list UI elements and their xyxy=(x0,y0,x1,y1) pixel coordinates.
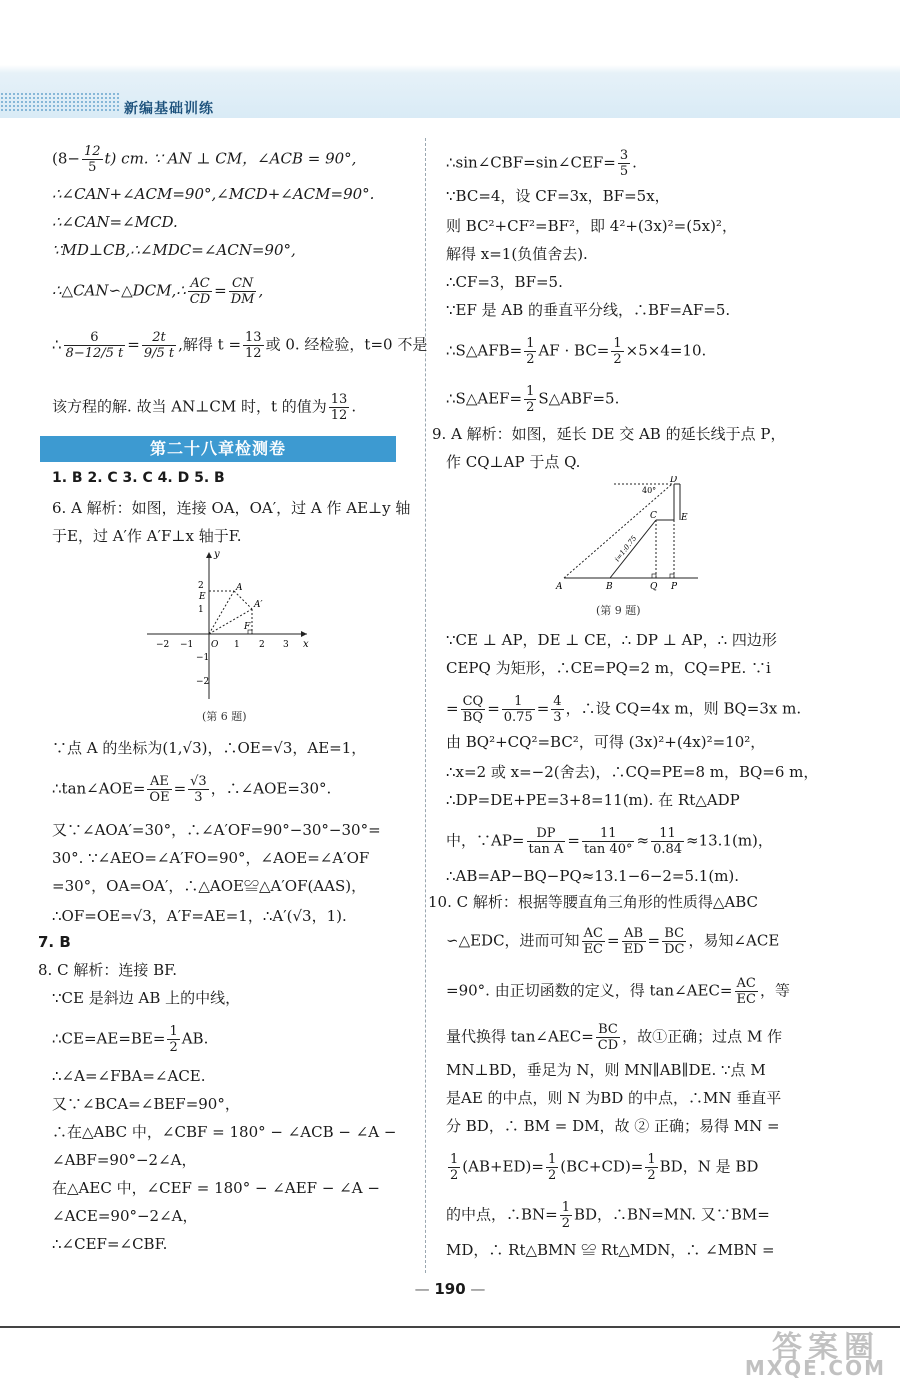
x-tick: 2 xyxy=(259,640,265,650)
left-line-4: ∵MD⊥CB,∴∠MDC=∠ACN=90°, xyxy=(52,241,296,259)
point-label: E xyxy=(681,513,688,523)
column-divider xyxy=(425,138,426,1273)
denominator: tan 40° xyxy=(583,842,633,857)
fraction xyxy=(735,976,758,1007)
y-axis-arrow xyxy=(206,552,212,558)
q10-line-i xyxy=(446,1200,770,1231)
watermark-url-text: MXQE.COM xyxy=(744,1356,886,1380)
left-line-2: ∴∠CAN+∠ACM=90°,∠MCD+∠ACM=90°. xyxy=(52,185,375,203)
text: = xyxy=(536,699,550,718)
numerator: 13 xyxy=(245,330,262,345)
header-title: 新编基础训练 xyxy=(124,101,214,117)
x-axis-arrow xyxy=(301,631,307,637)
denominator: 2 xyxy=(561,1216,570,1231)
denominator: OE xyxy=(149,790,170,805)
denominator: 2 xyxy=(613,352,622,367)
text: ×5×4=10. xyxy=(625,341,707,360)
fraction xyxy=(461,694,486,725)
fraction xyxy=(64,330,126,361)
page-number-value: 190 xyxy=(434,1280,466,1298)
numerator: AC xyxy=(735,976,758,992)
numerator: BC xyxy=(596,1022,620,1038)
numerator: AC xyxy=(188,276,212,292)
x-tick: 1 xyxy=(234,640,240,650)
x-tick: −2 xyxy=(156,640,170,650)
denominator: EC xyxy=(583,942,603,957)
fraction xyxy=(82,144,103,175)
text: ，故①正确；过点 M 作 xyxy=(622,1027,783,1046)
right-line-4: 解得 x=1(负值舍去). xyxy=(446,245,588,263)
fraction xyxy=(243,330,264,361)
q8-line-f: ∴在△ABC 中，∠CBF = 180° − ∠ACB − ∠A − xyxy=(52,1123,397,1141)
text: BD，∴BN=MN. 又∵BM= xyxy=(574,1205,770,1224)
text: . xyxy=(632,153,637,172)
denominator: 3 xyxy=(553,710,562,725)
denominator: 8−12/5 t xyxy=(65,346,124,361)
text: 该方程的解. 故当 AN⊥CM 时，t 的值为 xyxy=(52,397,327,416)
denominator: 2 xyxy=(547,1168,557,1183)
text: ∴S△AEF= xyxy=(446,389,523,408)
fraction xyxy=(147,774,171,805)
figure-9-slope-diagram xyxy=(546,476,706,596)
right-line-3: 则 BC²+CF²=BF²，即 4²+(3x)²=(5x)²， xyxy=(446,217,737,235)
q8-line-c xyxy=(52,1024,208,1055)
fraction xyxy=(524,336,536,367)
x-label: x xyxy=(303,639,309,650)
x-tick: −1 xyxy=(180,640,194,650)
y-tick: 2 xyxy=(198,581,204,591)
fraction xyxy=(560,1200,572,1231)
denominator: CD xyxy=(189,292,211,307)
point-label: D xyxy=(670,476,678,485)
q9-line-b: 作 CQ⊥AP 于点 Q. xyxy=(446,453,581,471)
numerator: 12 xyxy=(83,144,101,159)
denominator: EC xyxy=(736,992,756,1007)
numerator: BC xyxy=(662,926,686,942)
y-label: y xyxy=(214,549,220,560)
denominator: 5 xyxy=(619,164,629,179)
page-number xyxy=(0,1280,900,1298)
fraction xyxy=(527,826,566,857)
text: ，易知∠ACE xyxy=(688,931,780,950)
denominator: ED xyxy=(623,942,644,957)
q6-line-e: 又∵∠AOA′=30°，∴∠A′OF=90°−30°−30°= xyxy=(52,821,381,839)
denominator: 0.75 xyxy=(503,710,533,725)
q9-line-f: 由 BQ²+CQ²=BC²，可得 (3x)²+(4x)²=10²， xyxy=(446,733,766,751)
numerator: 1 xyxy=(169,1024,178,1039)
left-line-6 xyxy=(52,330,427,361)
numerator: 1 xyxy=(502,694,535,710)
fraction xyxy=(645,1152,657,1183)
q10-line-e: MN⊥BD，垂足为 N，则 MN∥AB∥DE. ∵点 M xyxy=(446,1061,766,1079)
q9-line-e xyxy=(446,694,801,725)
denominator: BQ xyxy=(462,710,483,725)
numerator: 11 xyxy=(651,826,684,842)
q10-line-f: 是AE 的中点，则 N 为BD 的中点，∴MN 垂直平 xyxy=(446,1089,782,1107)
numerator: 1 xyxy=(526,336,535,351)
text: S△ABF=5. xyxy=(538,389,620,408)
denominator: DM xyxy=(230,292,255,307)
numerator: CN xyxy=(229,276,257,292)
text: , xyxy=(258,281,264,300)
numerator: 6 xyxy=(64,330,126,346)
slope-BC xyxy=(610,520,656,578)
text: (AB+ED)= xyxy=(462,1157,544,1176)
fraction xyxy=(582,926,605,957)
text: ∴ xyxy=(52,335,62,354)
denominator: 2 xyxy=(526,352,535,367)
numerator: √3 xyxy=(190,774,207,789)
denominator: 2 xyxy=(450,1168,459,1183)
q6-line-h: ∴OF=OE=√3，A′F=AE=1，∴A′(√3，1). xyxy=(52,907,347,925)
numerator: DP xyxy=(527,826,566,842)
right-line-5: ∴CF=3，BF=5. xyxy=(446,273,563,291)
fraction xyxy=(188,774,209,805)
text: (BC+CD)= xyxy=(560,1157,644,1176)
text: = xyxy=(214,281,227,300)
q6-line-d xyxy=(52,774,331,805)
segment-OA xyxy=(209,591,234,634)
q9-line-j: ∴AB=AP−BQ−PQ≈13.1−6−2=5.1(m). xyxy=(446,867,740,885)
numerator: AC xyxy=(582,926,605,942)
page-number-dash: — xyxy=(414,1280,435,1298)
sight-line-AD xyxy=(564,484,672,578)
q10-line-g: 分 BD，∴ BM = DM，故 ② 正确；易得 MN = xyxy=(446,1117,780,1135)
text: ≈13.1(m)， xyxy=(686,831,773,850)
y-tick: −2 xyxy=(196,677,210,687)
denominator: DC xyxy=(664,942,685,957)
section-title-bar: 第二十八章检测卷 xyxy=(40,436,396,462)
q9-line-h: ∴DP=DE+PE=3+8=11(m). 在 Rt△ADP xyxy=(446,791,740,809)
text: = xyxy=(446,699,459,718)
fraction xyxy=(142,330,176,361)
bottom-rule xyxy=(0,1326,900,1328)
numerator: 1 xyxy=(526,384,535,399)
text: ∴sin∠CBF=sin∠CEF= xyxy=(446,153,616,172)
q9-line-d: CEPQ 为矩形，∴CE=PQ=2 m，CQ=PE. ∵i xyxy=(446,659,771,677)
fraction xyxy=(448,1152,460,1183)
angle-label: 40° xyxy=(642,486,657,495)
numerator: 4 xyxy=(553,694,562,709)
point-label: A xyxy=(236,583,243,593)
q8-line-a: 8. C 解析：连接 BF. xyxy=(38,961,177,979)
text: ,解得 t = xyxy=(178,335,242,354)
left-line-1 xyxy=(52,144,356,175)
text: ，等 xyxy=(759,981,790,1000)
denominator: 5 xyxy=(88,160,97,175)
denominator: 2 xyxy=(647,1168,656,1183)
denominator: 0.84 xyxy=(653,842,683,857)
text: ∽△EDC，进而可知 xyxy=(446,931,580,950)
q10-line-h xyxy=(446,1152,758,1183)
numerator: AB xyxy=(622,926,646,942)
right-line-1 xyxy=(446,148,637,179)
left-line-5 xyxy=(52,276,263,307)
text: = xyxy=(173,779,187,798)
fraction xyxy=(596,1022,620,1053)
text: ∴tan∠AOE= xyxy=(52,779,146,798)
point-label: Q xyxy=(650,582,658,592)
q8-line-d: ∴∠A=∠FBA=∠ACE. xyxy=(52,1067,206,1085)
q6-line-a: 6. A 解析：如图，连接 OA，OA′，过 A 作 AE⊥y 轴 xyxy=(52,499,411,517)
q6-line-b: 于E，过 A′作 A′F⊥x 轴于F. xyxy=(52,527,242,545)
slope-ratio-label: i=1:0.75 xyxy=(613,534,639,564)
right-angle-mark xyxy=(652,574,656,578)
text: AF · BC= xyxy=(538,341,610,360)
point-label: C xyxy=(650,511,657,521)
q9-line-c: ∵CE ⊥ AP，DE ⊥ CE，∴ DP ⊥ AP，∴ 四边形 xyxy=(446,631,777,649)
fraction xyxy=(551,694,563,725)
text: = xyxy=(607,931,620,950)
fraction xyxy=(229,276,257,307)
fraction xyxy=(524,384,536,415)
fraction xyxy=(611,336,623,367)
watermark-logo-text: 答案圈 xyxy=(772,1330,880,1365)
q8-line-i: ∠ACE=90°−2∠A， xyxy=(52,1207,198,1225)
numerator: 1 xyxy=(547,1152,557,1167)
q6-line-g: =30°，OA=OA′，∴△AOE≌△A′OF(AAS)， xyxy=(52,877,367,895)
numerator: 2t xyxy=(142,330,176,346)
point-label: A xyxy=(556,582,563,592)
text: 中，∵AP= xyxy=(446,831,525,850)
fraction xyxy=(582,826,635,857)
denominator: 2 xyxy=(526,400,535,415)
fraction xyxy=(502,694,535,725)
text: 的中点，∴BN= xyxy=(446,1205,558,1224)
q6-line-f: 30°. ∵∠AEO=∠A′FO=90°，∠AOE=∠A′OF xyxy=(52,849,370,867)
denominator: tan A xyxy=(528,842,564,857)
q10-line-j: MD，∴ Rt△BMN ≌ Rt△MDN，∴ ∠MBN = xyxy=(446,1241,775,1259)
text: = xyxy=(567,831,580,850)
point-label: P xyxy=(671,582,678,592)
denominator: 9/5 t xyxy=(143,346,175,361)
figure-6-caption: (第 6 题) xyxy=(202,710,247,723)
point-label: E xyxy=(199,592,206,602)
text: ≈ xyxy=(636,831,650,850)
numerator: AE xyxy=(147,774,171,790)
fraction xyxy=(546,1152,558,1183)
text: 或 0. 经检验，t=0 不是 xyxy=(265,335,428,354)
fraction xyxy=(188,276,212,307)
denominator: CD xyxy=(597,1038,619,1053)
text: (8− xyxy=(52,149,80,168)
text: t) cm. ∵ AN ⊥ CM，∠ACB = 90°, xyxy=(104,149,357,168)
denominator: 3 xyxy=(194,790,203,805)
x-tick: 3 xyxy=(283,640,289,650)
q10-line-a: 10. C 解析：根据等腰直角三角形的性质得△ABC xyxy=(428,893,759,911)
q9-line-g: ∴x=2 或 x=−2(舍去)，∴CQ=PE=8 m，BQ=6 m， xyxy=(446,763,819,781)
right-line-2: ∵BC=4，设 CF=3x，BF=5x， xyxy=(446,187,670,205)
point-label: B xyxy=(606,582,613,592)
left-line-3: ∴∠CAN=∠MCD. xyxy=(52,213,178,231)
text: =90°. 由正切函数的定义，得 tan∠AEC= xyxy=(446,981,733,1000)
point-label: A′ xyxy=(254,600,263,610)
page-number-dash: — xyxy=(465,1280,486,1298)
origin-label: O xyxy=(211,640,219,650)
numerator: 3 xyxy=(619,148,629,163)
text: ∴CE=AE=BE= xyxy=(52,1029,166,1048)
y-tick: 1 xyxy=(198,605,204,615)
numerator: 1 xyxy=(613,336,622,351)
point-label: F xyxy=(244,622,251,632)
q10-line-b xyxy=(446,926,779,957)
fraction xyxy=(329,392,350,423)
header-dot-pattern xyxy=(0,92,120,112)
numerator: 1 xyxy=(450,1152,459,1167)
denominator: 2 xyxy=(169,1040,178,1055)
q10-line-c xyxy=(446,976,790,1007)
numerator: 1 xyxy=(647,1152,656,1167)
text: ，∴设 CQ=4x m，则 BQ=3x m. xyxy=(565,699,802,718)
denominator: 12 xyxy=(330,408,348,423)
q9-line-i xyxy=(446,826,773,857)
q8-line-b: ∵CE 是斜边 AB 上的中线， xyxy=(52,989,241,1007)
fraction xyxy=(167,1024,179,1055)
q7-answer: 7. B xyxy=(38,933,71,951)
fraction xyxy=(662,926,686,957)
y-tick: −1 xyxy=(196,653,210,663)
right-line-7 xyxy=(446,336,706,367)
q8-line-g: ∠ABF=90°−2∠A， xyxy=(52,1151,197,1169)
numerator: 1 xyxy=(561,1200,570,1215)
q8-line-j: ∴∠CEF=∠CBF. xyxy=(52,1235,168,1253)
text: 量代换得 tan∠AEC= xyxy=(446,1027,594,1046)
numerator: CQ xyxy=(462,694,484,709)
numerator: 11 xyxy=(582,826,635,842)
right-angle-mark xyxy=(670,574,674,578)
text: ∴S△AFB= xyxy=(446,341,523,360)
text: AB. xyxy=(181,1029,209,1048)
fraction xyxy=(618,148,630,179)
fraction xyxy=(622,926,646,957)
q8-line-h: 在△AEC 中，∠CEF = 180° − ∠AEF − ∠A − xyxy=(52,1179,380,1197)
fraction xyxy=(651,826,684,857)
text: . xyxy=(351,397,357,416)
text: = xyxy=(487,699,500,718)
q10-line-d xyxy=(446,1022,782,1053)
left-line-7 xyxy=(52,392,356,423)
q8-line-e: 又∵∠BCA=∠BEF=90°， xyxy=(52,1095,240,1113)
text: BD，N 是 BD xyxy=(659,1157,759,1176)
numerator: 13 xyxy=(330,392,348,407)
segment-A-A-prime xyxy=(234,591,252,609)
right-line-8 xyxy=(446,384,619,415)
q6-line-c: ∵点 A 的坐标为(1,√3)，∴OE=√3，AE=1， xyxy=(52,739,367,757)
text: = xyxy=(647,931,661,950)
right-line-6: ∵EF 是 AB 的垂直平分线，∴BF=AF=5. xyxy=(446,301,731,319)
denominator: 12 xyxy=(245,346,262,361)
text: = xyxy=(127,335,140,354)
text: ∴△CAN∽△DCM,∴ xyxy=(52,281,186,300)
figure-9-caption: (第 9 题) xyxy=(596,604,641,617)
q9-line-a: 9. A 解析：如图，延长 DE 交 AB 的延长线于点 P， xyxy=(432,425,786,443)
figure-6-coordinate-plot xyxy=(142,544,317,704)
text: ，∴∠AOE=30°. xyxy=(210,779,332,798)
answers-1-5: 1. B 2. C 3. C 4. D 5. B xyxy=(52,470,225,486)
